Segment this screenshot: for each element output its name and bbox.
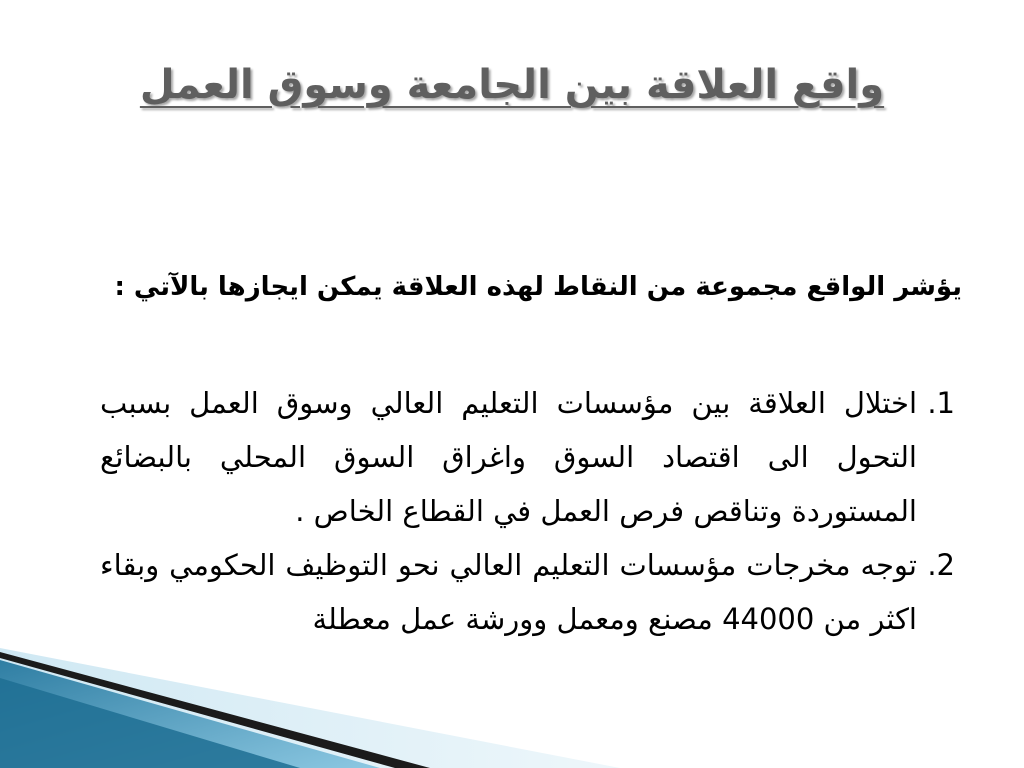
list-item bbox=[100, 376, 955, 538]
list-item-text: توجه مخرجات مؤسسات التعليم العالي نحو التوظيف الحكومي وبقاء اكثر من 44000 مصنع ومعمل وورشة عمل معطلة bbox=[100, 548, 917, 636]
list-item-number: 2. bbox=[927, 548, 955, 582]
list-item-text: اختلال العلاقة بين مؤسسات التعليم العالي وسوق العمل بسبب التحول الى اقتصاد السوق واغراق السوق المحلي بالبضائع المستوردة وتناقص فرص العمل في القطاع الخاص . bbox=[100, 386, 917, 528]
slide-title: واقع العلاقة بين الجامعة وسوق العمل bbox=[139, 62, 885, 108]
decorative-corner-stripes bbox=[0, 638, 620, 768]
intro-text: يؤشر الواقع مجموعة من النقاط لهذه العلاقة يمكن ايجازها بالآتي : bbox=[114, 272, 962, 302]
numbered-list bbox=[100, 376, 955, 646]
list-item bbox=[100, 538, 955, 646]
list-item-number: 1. bbox=[927, 386, 955, 420]
